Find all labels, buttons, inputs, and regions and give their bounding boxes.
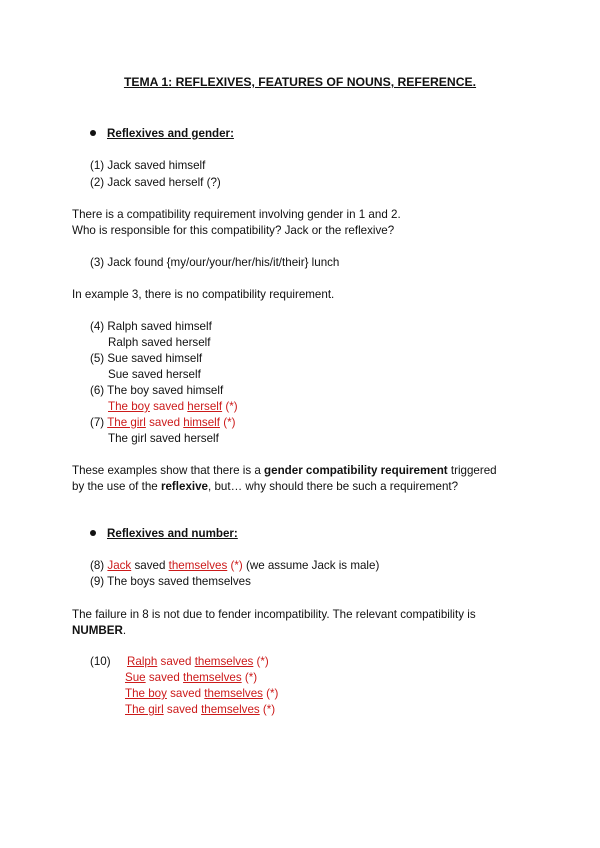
reflexive: herself xyxy=(187,400,223,413)
example-4a: (4) Ralph saved himself xyxy=(90,320,212,333)
example-10-line: The girl saved themselves (*) xyxy=(125,703,276,716)
emphasis: reflexive xyxy=(160,480,209,493)
paragraph-3-line-2: by the use of the reflexive, but… why should there be such a requirement? xyxy=(72,480,459,493)
bullet-icon xyxy=(90,530,96,536)
example-2: (2) Jack saved herself (?) xyxy=(90,176,221,189)
reflexive: themselves xyxy=(183,671,242,684)
page-title: TEMA 1: REFLEXIVES, FEATURES OF NOUNS, REFERENCE. xyxy=(123,75,477,89)
example-4b: Ralph saved herself xyxy=(108,336,211,349)
reflexive: themselves xyxy=(201,703,260,716)
paragraph-1-line-2: Who is responsible for this compatibility? Jack or the reflexive? xyxy=(72,224,395,237)
example-10-line: The boy saved themselves (*) xyxy=(125,687,279,700)
reflexive: themselves xyxy=(194,655,254,668)
example-10-line: Sue saved themselves (*) xyxy=(125,671,258,684)
example-8: (8) Jack saved themselves (*) (we assume Jack is male) xyxy=(90,559,380,572)
example-5b: Sue saved herself xyxy=(108,368,201,381)
subject: Ralph xyxy=(127,655,158,668)
example-1: (1) Jack saved himself xyxy=(90,159,206,172)
reflexive: themselves xyxy=(204,687,263,700)
example-10-number: (10) xyxy=(90,655,111,668)
paragraph-1-line-1: There is a compatibility requirement involving gender in 1 and 2. xyxy=(72,208,401,221)
example-6b: The boy saved herself (*) xyxy=(108,400,238,413)
paragraph-4-line-2: NUMBER. xyxy=(72,624,127,637)
example-3: (3) Jack found {my/our/your/her/his/it/their} lunch xyxy=(90,256,340,269)
example-9: (9) The boys saved themselves xyxy=(90,575,251,588)
subject: The girl xyxy=(107,416,146,429)
paragraph-3-line-1: These examples show that there is a gender compatibility requirement triggered xyxy=(72,464,497,477)
emphasis: gender compatibility requirement xyxy=(264,464,448,477)
example-7a: (7) The girl saved himself (*) xyxy=(90,416,236,429)
bullet-icon xyxy=(90,130,96,136)
example-5a: (5) Sue saved himself xyxy=(90,352,203,365)
example-6a: (6) The boy saved himself xyxy=(90,384,224,397)
section-heading-number: Reflexives and number: xyxy=(90,527,238,541)
example-10-line: Ralph saved themselves (*) xyxy=(127,655,269,668)
paragraph-4-line-1: The failure in 8 is not due to fender incompatibility. The relevant compatibility is xyxy=(72,608,476,621)
subject: The girl xyxy=(125,703,164,716)
subject: Sue xyxy=(125,671,146,684)
subject: The boy xyxy=(108,400,150,413)
paragraph-2: In example 3, there is no compatibility requirement. xyxy=(72,288,335,301)
subject: The boy xyxy=(125,687,167,700)
subject: Jack xyxy=(107,559,132,572)
example-7b: The girl saved herself xyxy=(108,432,219,445)
reflexive: themselves xyxy=(168,559,228,572)
emphasis: NUMBER xyxy=(72,624,123,637)
reflexive: himself xyxy=(183,416,220,429)
section-heading-gender: Reflexives and gender: xyxy=(90,127,234,141)
